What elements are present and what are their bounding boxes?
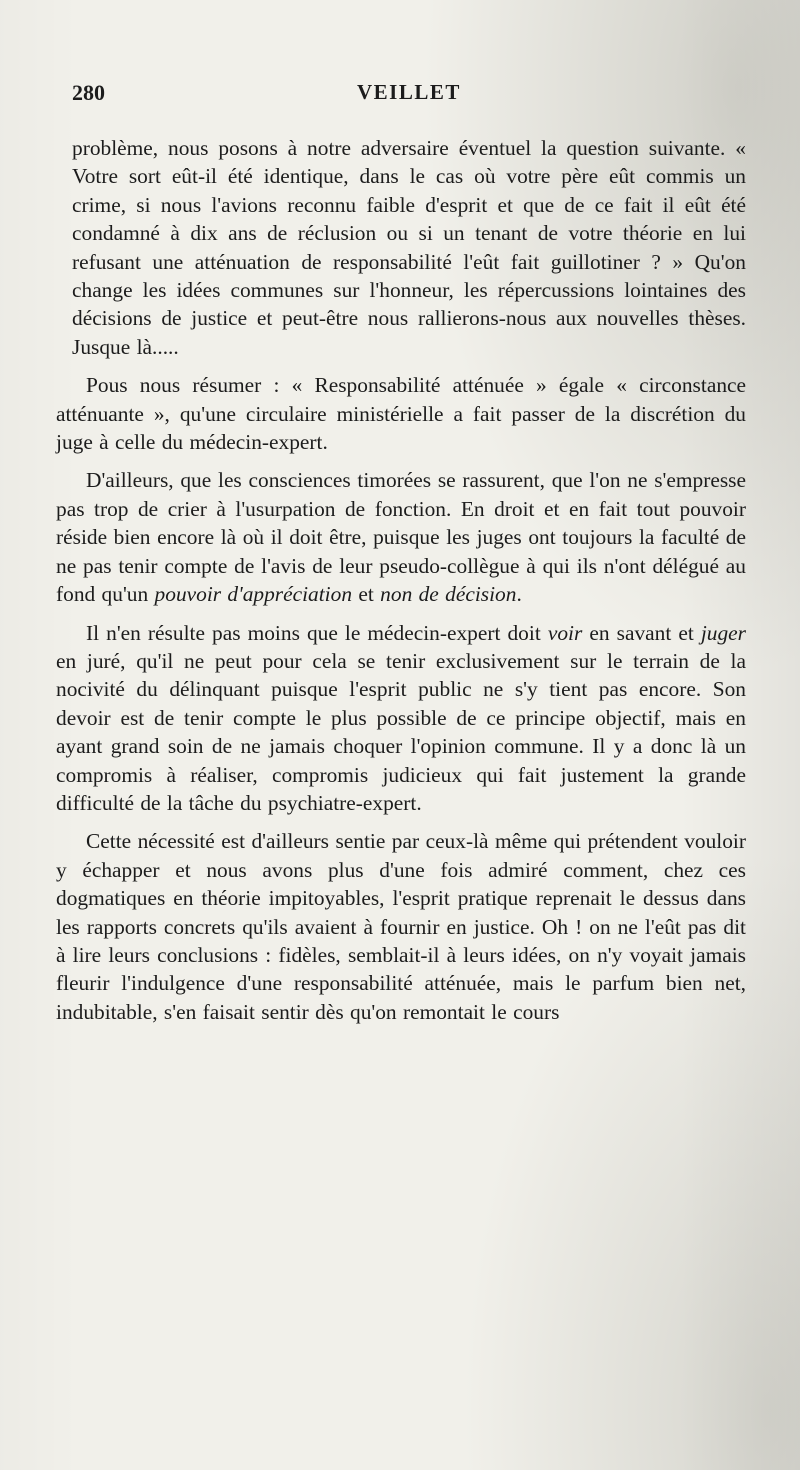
page-number: 280 (72, 80, 105, 105)
paragraph-3-text-b: et (352, 582, 381, 607)
paragraph-4-text-a: Il n'en résulte pas moins que le médecin-expert doit (86, 620, 548, 645)
paragraph-3-italic-b: non de décision (380, 582, 517, 607)
paragraph-4-text-c: en juré, qu'il ne peut pour cela se tenir exclusivement sur le terrain de la nocivité du délinquant puisque l'esprit public ne s'y tient pas encore. Son devoir est de tenir compte le plus possible de ce principe objectif, mais en ayant grand soin de ne jamais choquer l'opinion commune. Il y a donc là un compromis à réaliser, compromis judicieux qui fait justement la grande difficulté de la tâche du psychiatre-expert. (56, 648, 746, 815)
running-head: VEILLET (357, 80, 461, 104)
paragraph-1: problème, nous posons à notre adversaire éventuel la question suivante. « Votre sort eût-il été identique, dans le cas où votre père eût commis un crime, si nous l'avions reconnu faible d'esprit et que de ce fait il eût été condamné à dix ans de réclusion ou si un tenant de votre théorie en lui refusant une atténuation de responsabilité l'eût fait guillotiner ? » Qu'on change les idées communes sur l'honneur, les répercussions lointaines des décisions de justice et peut-être nous rallierons-nous aux nouvelles thèses. Jusque là..... (72, 136, 746, 359)
paragraph-4 (56, 619, 746, 818)
paragraph-3-italic-a: pouvoir d'appréciation (154, 582, 353, 607)
paragraph-4-text-b: en savant et (582, 620, 701, 645)
paragraph-3 (56, 466, 746, 608)
paragraph-4-italic-b: juger (700, 620, 746, 645)
paragraph-2: Pous nous résumer : « Responsabilité atténuée » égale « circonstance atténuante », qu'une circulaire ministérielle a fait passer de la discrétion du juge à celle du médecin-expert. (56, 373, 746, 455)
paragraph-3-text-a: D'ailleurs, que les consciences timorées se rassurent, que l'on ne s'empresse pas trop de crier à l'usurpation de fonction. En droit et en fait tout pouvoir réside bien encore là où il doit être, puisque les juges ont toujours la faculté de ne pas tenir compte de l'avis de leur pseudo-collègue à qui ils n'ont délégué au fond qu'un (56, 468, 746, 607)
paragraph-4-italic-a: voir (547, 620, 583, 645)
paragraph-3-text-c: . (516, 582, 522, 607)
paragraph-5: Cette nécessité est d'ailleurs sentie par ceux-là même qui prétendent vouloir y échapper et nous avons plus d'une fois admiré comment, chez ces dogmatiques en théorie impitoyables, l'esprit pratique reprenait le dessus dans les rapports concrets qu'ils avaient à fournir en justice. Oh ! on ne l'eût pas dit à lire leurs conclusions : fidèles, semblait-il à leurs idées, on n'y voyait jamais fleurir l'indulgence d'une responsabilité atténuée, mais le parfum bien net, indubitable, s'en faisait sentir dès qu'on remontait le cours (56, 829, 746, 1024)
page-header (72, 80, 748, 110)
body-text (56, 134, 746, 1026)
